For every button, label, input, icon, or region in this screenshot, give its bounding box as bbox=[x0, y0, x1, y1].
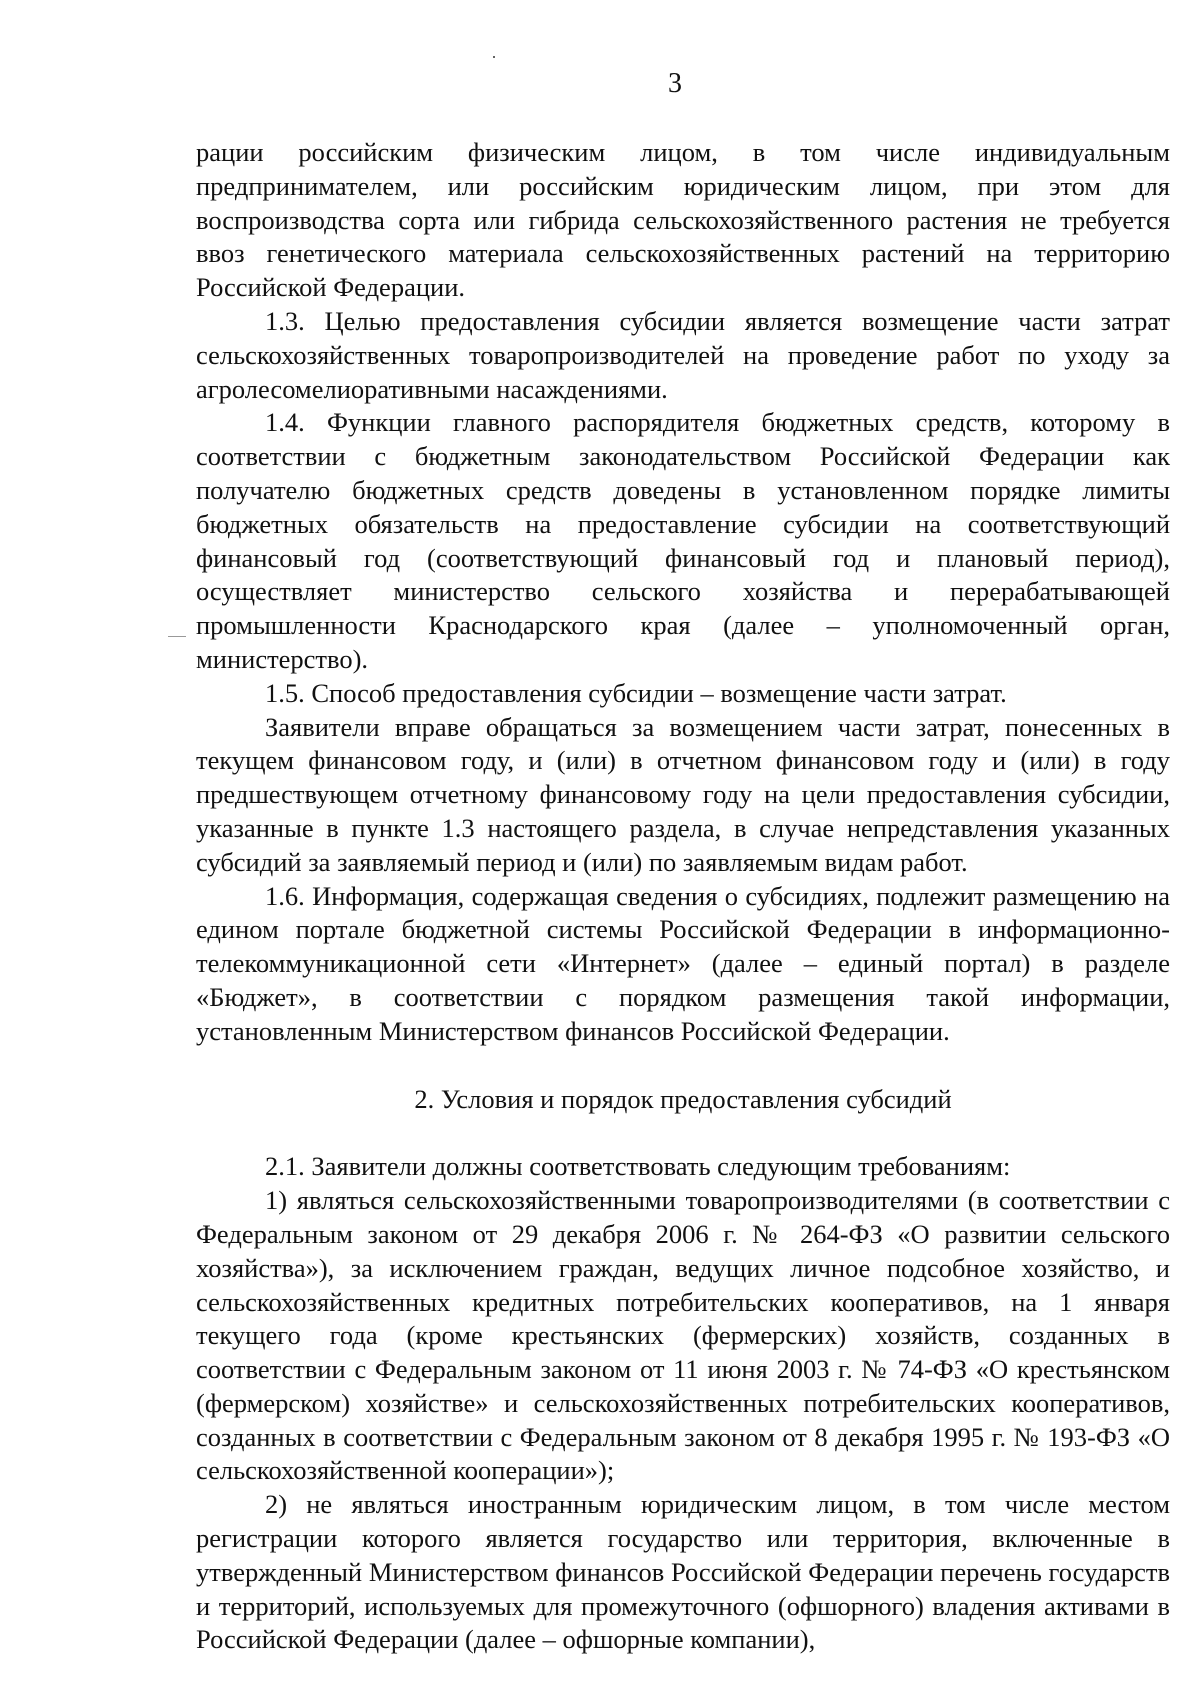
paragraph-2-1-item-2: 2) не являться иностранным юридическим лицом, в том числе местом регистрации которого является государство или территория, включенные в утвержденный Министерством финансов Российской Федерации перечень государств и территорий, используемых для промежуточного (офшорного) владения активами в Российской Федерации (далее – офшорные компании), bbox=[196, 1489, 1170, 1655]
paragraph-1-4: 1.4. Функции главного распорядителя бюджетных средств, которому в соответствии с бюджетным законодательством Российской Федерации как получателю бюджетных средств доведены в установленном порядке лимиты бюджетных обязательств на предоставление субсидии на соответствующий финансовый год (соответствующий финансовый год и плановый период), осуществляет министерство сельского хозяйства и перерабатывающей промышленности Краснодарского края (далее – уполномоченный орган, министерство). bbox=[196, 407, 1170, 674]
paragraph-1-5-applicants: Заявители вправе обращаться за возмещением части затрат, понесенных в текущем финансовом году, и (или) в отчетном финансовом году и (или) в году предшествующем отчетному финансовому году на цели предоставления субсидии, указанные в пункте 1.3 настоящего раздела, в случае непредставления указанных субсидий за заявляемый период и (или) по заявляемым видам работ. bbox=[196, 711, 1170, 877]
paragraph-2-1-item-1: 1) являться сельскохозяйственными товаропроизводителями (в соответствии с Федеральным законом от 29 декабря 2006 г. № 264-ФЗ «О развитии сельского хозяйства»), за исключением граждан, ведущих личное подсобное хозяйство, и сельскохозяйственных кредитных потребительских кооперативов, на 1 января текущего года (кроме крестьянских (фермерских) хозяйств, созданных в соответствии с Федеральным законом от 11 июня 2003 г. № 74-ФЗ «О крестьянском (фермерском) хозяйстве» и сельскохозяйственных потребительских кооперативов, созданных в соответствии с Федеральным законом от 8 декабря 1995 г. № 193-ФЗ «О сельскохозяйственной кооперации»); bbox=[196, 1185, 1170, 1486]
paragraph-2-1: 2.1. Заявители должны соответствовать следующим требованиям: bbox=[265, 1151, 1011, 1182]
scan-margin-mark bbox=[168, 636, 186, 637]
scan-speck bbox=[493, 56, 495, 58]
section-heading: 2. Условия и порядок предоставления субсидий bbox=[414, 1083, 952, 1114]
paragraph-1-3: 1.3. Целью предоставления субсидии является возмещение части затрат сельскохозяйственных товаропроизводителей на проведение работ по уходу за агролесомелиоративными насаждениями. bbox=[196, 305, 1170, 404]
paragraph-1-5: 1.5. Способ предоставления субсидии – возмещение части затрат. bbox=[265, 677, 1007, 708]
paragraph-continuation: рации российским физическим лицом, в том числе индивидуальным предпринимателем, или российским юридическим лицом, при этом для воспроизводства сорта или гибрида сельскохозяйственного растения не требуется ввоз генетического материала сельскохозяйственных растений на территорию Российской Федерации. bbox=[196, 137, 1170, 303]
paragraph-1-6: 1.6. Информация, содержащая сведения о субсидиях, подлежит размещению на едином портале бюджетной системы Российской Федерации в информационно-телекоммуникационной сети «Интернет» (далее – единый портал) в разделе «Бюджет», в соответствии с порядком размещения такой информации, установленным Министерством финансов Российской Федерации. bbox=[196, 880, 1170, 1046]
document-body bbox=[196, 136, 1170, 1657]
page-number: 3 bbox=[668, 68, 682, 99]
